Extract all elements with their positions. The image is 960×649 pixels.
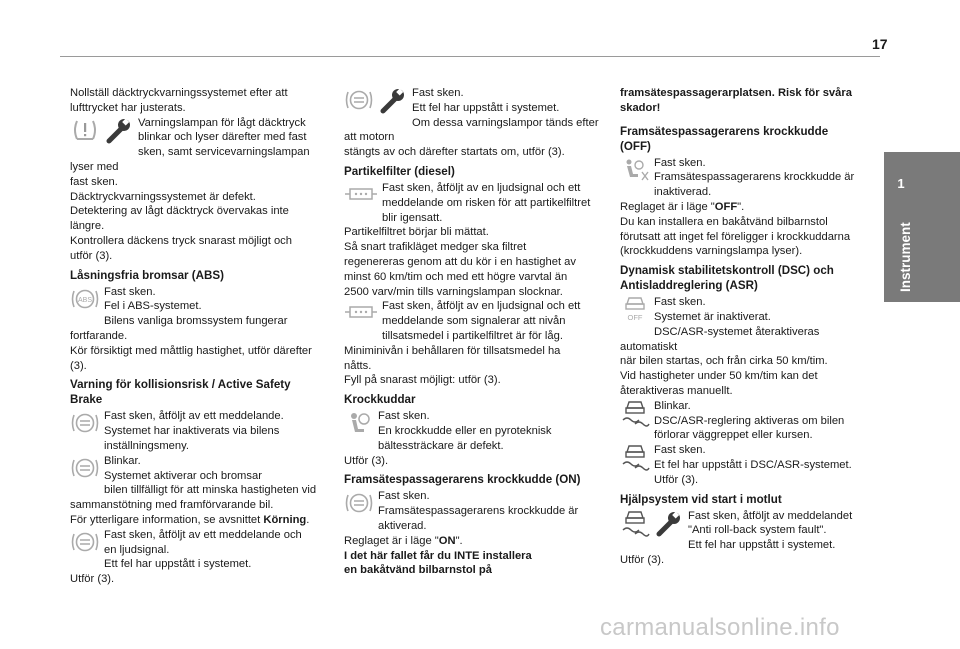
text-line: Fast sken, åtföljt av ett meddelande. (104, 410, 284, 423)
text-line: Fast sken. (654, 296, 706, 309)
abs-icon (70, 285, 100, 313)
text-line: Fyll på snarast möjligt: utför (3). (344, 374, 501, 387)
text-line: blir igensatt. (382, 211, 443, 224)
text-line: Ett fel har uppstått i systemet. (688, 539, 836, 552)
text-line: Fel i ABS-systemet. (104, 300, 202, 313)
text-line: förutsatt att inget fel föreligger i krockkuddarna (620, 230, 851, 243)
text-span: ". (455, 534, 463, 547)
text-line (344, 534, 602, 549)
text-line: Framsätespassagerarens krockkudde är (654, 171, 855, 184)
text-line: (3). (70, 359, 87, 372)
text-line: utför (3). (70, 249, 113, 262)
text-line: 2500 varv/min tills varningslampan slocknar. (344, 285, 563, 298)
dsc-asr-icon (620, 509, 650, 537)
text-line: Fast sken, åtföljt av meddelandet (688, 509, 853, 522)
text-line: längre. (70, 220, 105, 233)
text-line: Fast sken. (378, 410, 430, 423)
text-line: bilen tillfälligt för att minska hastigheten vid (104, 484, 317, 497)
column-3 (620, 86, 878, 568)
text-line: Om dessa varningslampor tänds efter att motorn (344, 116, 599, 144)
svg-text:ABS: ABS (77, 296, 93, 304)
watermark: carmanualsonline.info (600, 614, 840, 641)
switch-state: ON (438, 534, 456, 547)
text-line: återaktiveras manuellt. (620, 384, 733, 397)
text-span: Reglaget är i läge " (344, 534, 439, 547)
collision-entry-a (70, 409, 328, 453)
dsc-entry-b (620, 399, 878, 443)
tpms-entry (70, 116, 328, 264)
text-line: Utför (3). (70, 573, 115, 586)
text-line: DSC/ASR-systemet återaktiveras automatiskt (620, 325, 820, 353)
text-line: Fast sken. (654, 156, 706, 169)
section-heading: Brake (70, 393, 103, 407)
icon-off-label: OFF (627, 313, 643, 323)
text-line: stängts av och därefter startats om, utför (3). (344, 146, 565, 159)
text-line: tillsatsmedel i partikelfiltret är för låg. (382, 329, 563, 342)
text-span: För ytterligare information, se avsnittet (70, 513, 264, 526)
tyre-pressure-warning-icon (70, 116, 100, 144)
text-line: Partikelfiltret börjar bli mättat. (344, 226, 489, 239)
hill-start-entry (620, 509, 878, 568)
service-wrench-icon (378, 86, 408, 114)
collision-warning-icon (70, 409, 100, 437)
text-span: Reglaget är i läge " (620, 200, 715, 213)
text-line: aktiverad. (378, 519, 427, 532)
text-line: DSC/ASR-reglering aktiveras om bilen (654, 414, 845, 427)
warning-line: skador! (620, 101, 661, 114)
text-line: Systemet är inaktiverat. (654, 310, 771, 323)
warning-line: en bakåtvänd bilbarnstol på (344, 564, 492, 577)
text-line: regenereras genom att du kör i en hastighet av (344, 255, 576, 268)
text-line: Så snart trafikläget medger ska filtret (344, 241, 527, 254)
text-line: sken, samt servicevarningslampan lyser med (70, 146, 310, 173)
particle-filter-icon (344, 181, 378, 207)
text-line: inställningsmeny. (104, 439, 189, 452)
text-line: Kontrollera däckens tryck snarast möjligt och (70, 234, 292, 247)
text-line: Däcktryckvarningssystemet är defekt. (70, 190, 256, 203)
text-line: inaktiverad. (654, 186, 712, 199)
text-line: Blinkar. (654, 399, 691, 412)
text-line: Et fel har uppstått i DSC/ASR-systemet. (654, 458, 852, 471)
text-line: Framsätespassagerarens krockkudde är (378, 505, 579, 518)
text-line: Kör försiktigt med måttlig hastighet, utför därefter (70, 344, 312, 357)
text-line: Fast sken. (654, 444, 706, 457)
fault-entry (344, 86, 602, 160)
text-line: meddelande som signalerar att nivån (382, 315, 566, 328)
text-line: Fast sken, åtföljt av en ljudsignal och ett (382, 300, 581, 313)
section-heading: Antisladdreglering (ASR) (620, 279, 758, 293)
text-line: Ett fel har uppstått i systemet. (412, 101, 560, 114)
text-line (70, 513, 328, 528)
column-2 (344, 86, 602, 578)
text-line: meddelande om risken för att partikelfiltret (382, 196, 591, 209)
text-line: Du kan installera en bakåtvänd bilbarnstol (620, 215, 828, 228)
chapter-label: Instrument (898, 222, 913, 292)
page-number: 17 (872, 36, 888, 52)
text-line: förlorar väggreppet eller kursen. (654, 429, 813, 442)
text-line: (krockkuddens varningslampa lyser). (620, 245, 803, 258)
dsc-asr-icon (620, 443, 650, 471)
dsc-entry-a (620, 295, 878, 399)
text-line: lufttrycket har justerats. (70, 101, 186, 114)
dsc-entry-c (620, 443, 878, 487)
text-line: Systemet har inaktiverats via bilens (104, 425, 280, 438)
text-line: Systemet aktiverar och bromsar (104, 469, 262, 482)
text-line: nåtts. (344, 359, 372, 372)
section-heading: Hjälpsystem vid start i motlut (620, 492, 782, 506)
text-line (620, 200, 878, 215)
collision-warning-icon (70, 528, 100, 556)
text-line: Fast sken, åtföljt av ett meddelande och (104, 528, 302, 541)
column-1 (70, 86, 328, 587)
text-line: Blinkar. (104, 454, 141, 467)
collision-entry-b (70, 454, 328, 528)
text-line: Fast sken, åtföljt av en ljudsignal och ett (382, 181, 581, 194)
section-heading: Partikelfilter (diesel) (344, 164, 455, 178)
brake-warning-icon (70, 454, 100, 482)
chapter-number: 1 (897, 176, 905, 191)
abs-entry (70, 285, 328, 374)
text-line: sammanstötning med framförvarande bil. (70, 499, 274, 512)
dsc-asr-icon (620, 399, 650, 427)
text-line: Utför (3). (654, 473, 699, 486)
text-line: Nollställ däcktryckvarningssystemet efter att (70, 87, 288, 99)
text-line: "Anti roll-back system fault". (688, 524, 827, 537)
text-span: ". (737, 200, 745, 213)
section-heading: Framsätespassagerarens krockkudde (ON) (344, 473, 581, 487)
section-heading: Framsätespassagerarens krockkudde (620, 124, 829, 138)
text-line: Utför (3). (620, 553, 665, 566)
text-line: Fast sken. (104, 285, 156, 298)
section-heading: Dynamisk stabilitetskontroll (DSC) och (620, 264, 834, 278)
dpf-entry-a (344, 181, 602, 299)
airbag-on-entry (344, 489, 602, 578)
text-line: Varningslampan för lågt däcktryck (138, 116, 306, 129)
text-line: Utför (3). (344, 454, 389, 467)
section-heading: (OFF) (620, 139, 651, 153)
service-wrench-icon (104, 116, 134, 144)
text-line: bältessträckare är defekt. (378, 439, 504, 452)
passenger-airbag-icon (620, 156, 650, 184)
chapter-tab[interactable] (884, 152, 960, 302)
particle-filter-icon (344, 299, 378, 325)
airbag-icon (344, 409, 374, 437)
text-line: Fast sken. (378, 490, 430, 503)
text-line: Miniminivån i behållaren för tillsatsmedel ha (344, 344, 561, 357)
text-line: fast sken. (70, 175, 118, 188)
reference-link[interactable]: Körning (263, 513, 307, 526)
service-wrench-icon (654, 509, 684, 537)
text-line: Vid hastigheter under 50 km/tim kan det (620, 370, 818, 383)
section-heading: Krockkuddar (344, 393, 416, 407)
text-line: minst 60 km/tim och med ett högre varvtal än (344, 270, 568, 283)
dsc-asr-icon (620, 295, 650, 323)
section-heading: Varning för kollisionsrisk / Active Safety (70, 378, 291, 392)
text-line: Ett fel har uppstått i systemet. (104, 558, 252, 571)
text-line: En krockkudde eller en pyroteknisk (378, 424, 552, 437)
header-divider (60, 56, 880, 57)
switch-state: OFF (714, 200, 738, 213)
brake-warning-icon (344, 86, 374, 114)
warning-line: I det här fallet får du INTE installera (344, 549, 532, 562)
airbag-off-entry (620, 156, 878, 260)
passenger-airbag-icon (344, 489, 374, 517)
text-line: Bilens vanliga bromssystem fungerar fortfarande. (70, 315, 288, 342)
text-line: blinkar och lyser därefter med fast (138, 131, 307, 144)
text-line: när bilen startas, och från cirka 50 km/tim. (620, 355, 828, 368)
text-line: Detektering av lågt däcktryck övervakas inte (70, 205, 289, 218)
text-line: en ljudsignal. (104, 543, 170, 556)
dpf-entry-b (344, 299, 602, 388)
section-heading: Låsningsfria bromsar (ABS) (70, 268, 224, 282)
collision-entry-c (70, 528, 328, 587)
airbag-entry (344, 409, 602, 468)
text-line: Fast sken. (412, 87, 464, 99)
text-span: . (306, 513, 310, 526)
warning-line: framsätespassagerarplatsen. Risk för svåra (620, 87, 852, 99)
